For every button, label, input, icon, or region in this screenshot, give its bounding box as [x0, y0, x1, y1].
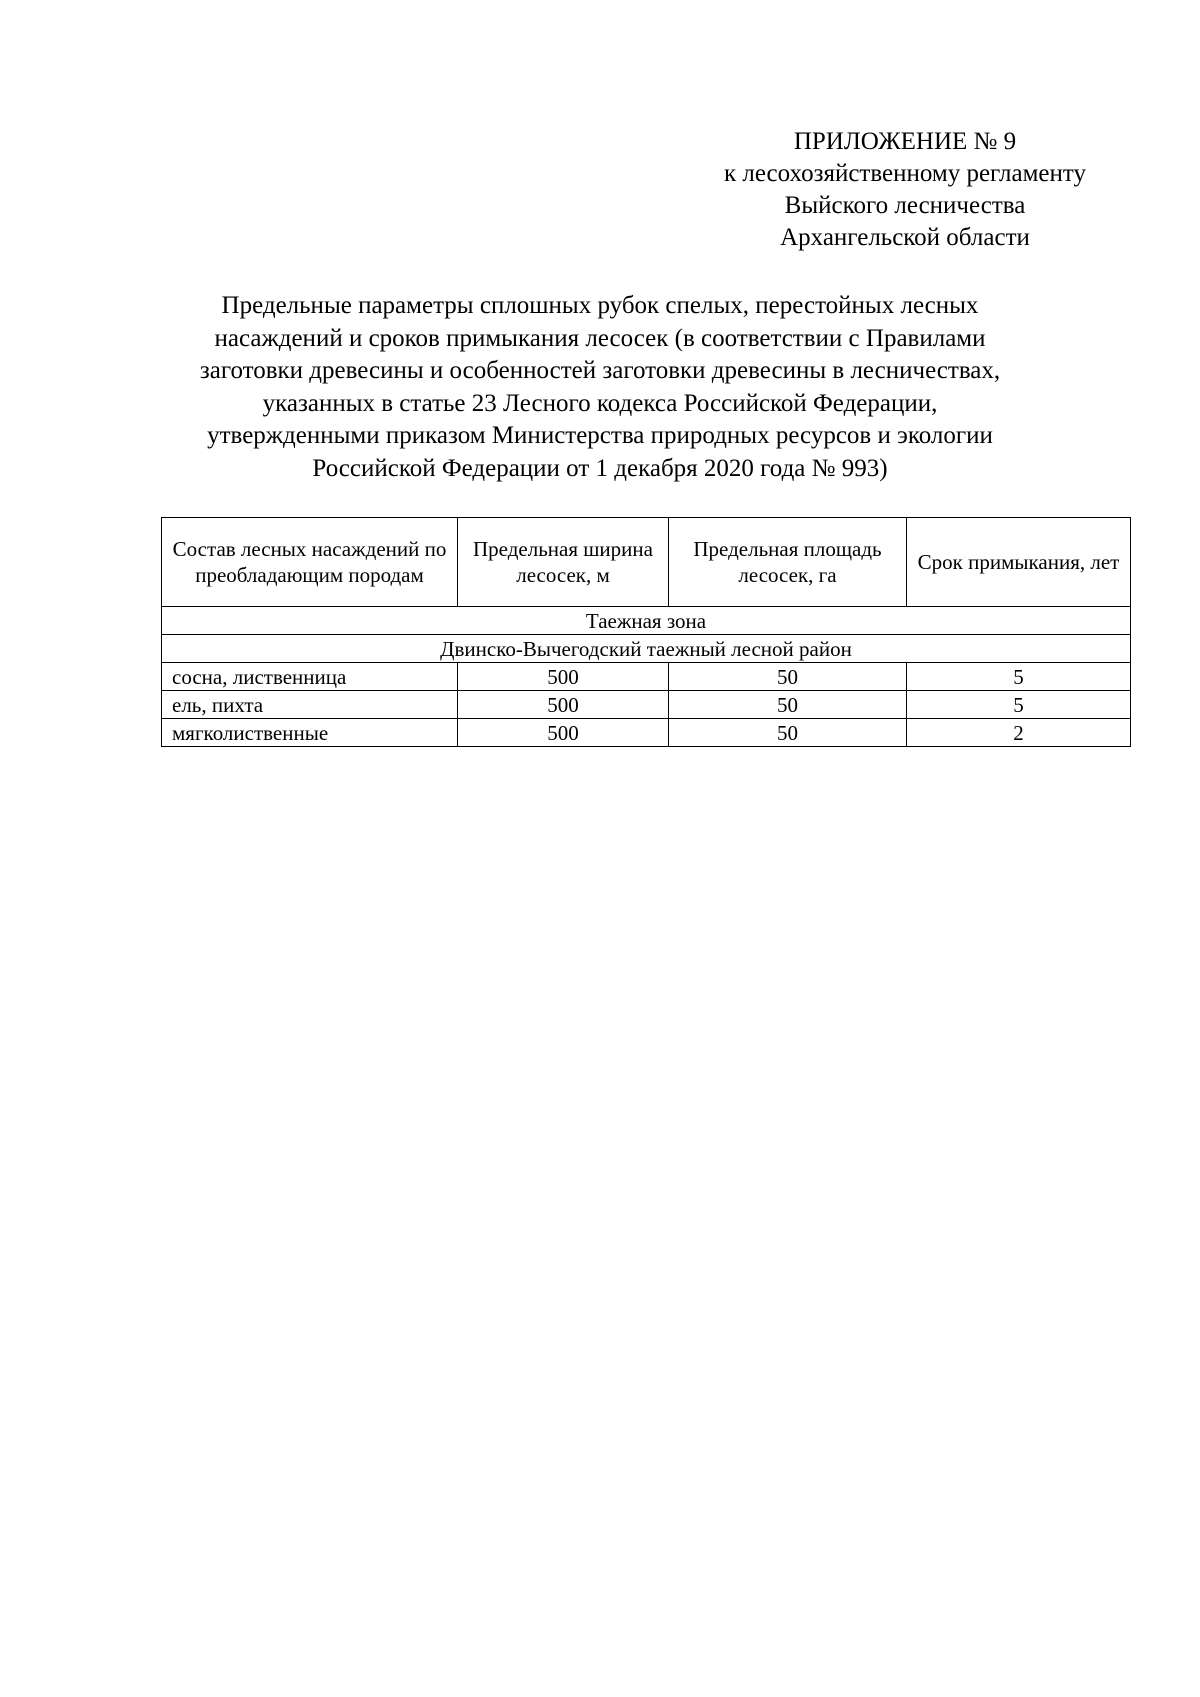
title-line: заготовки древесины и особенностей заготовки древесины в лесничествах, [199, 357, 1001, 384]
table-header-row [162, 518, 1131, 607]
table-row [162, 663, 1131, 691]
period-cell: 5 [907, 691, 1131, 719]
species-cell: сосна, лиственница [162, 663, 458, 691]
appendix-header [640, 126, 1170, 254]
district-label: Двинско-Вычегодский таежный лесной район [162, 635, 1131, 663]
header-area: Предельная площадь лесосек, га [669, 518, 907, 607]
period-cell: 2 [907, 719, 1131, 747]
period-cell: 5 [907, 663, 1131, 691]
width-cell: 500 [458, 719, 669, 747]
title-line: насаждений и сроков примыкания лесосек (в соответствии с Правилами [214, 324, 986, 352]
appendix-forestry: Выйского лесничества [784, 192, 1026, 219]
area-cell: 50 [669, 719, 907, 747]
title-line: Российской Федерации от 1 декабря 2020 года № 993) [312, 454, 888, 482]
appendix-number: ПРИЛОЖЕНИЕ № 9 [793, 128, 1017, 155]
appendix-reference: к лесохозяйственному регламенту [723, 160, 1087, 187]
width-cell: 500 [458, 663, 669, 691]
area-cell: 50 [669, 663, 907, 691]
width-cell: 500 [458, 691, 669, 719]
header-width: Предельная ширина лесосек, м [458, 518, 669, 607]
zone-label: Таежная зона [162, 607, 1131, 635]
title-line: указанных в статье 23 Лесного кодекса Российской Федерации, [262, 389, 938, 417]
title-line: Предельные параметры сплошных рубок спелых, перестойных лесных [221, 292, 979, 319]
title-line: утвержденными приказом Министерства природных ресурсов и экологии [207, 422, 993, 449]
species-cell: мягколиственные [162, 719, 458, 747]
zone-row [162, 607, 1131, 635]
species-cell: ель, пихта [162, 691, 458, 719]
table-row [162, 691, 1131, 719]
header-adjacency-period: Срок примыкания, лет [907, 518, 1131, 607]
appendix-region: Архангельской области [780, 224, 1030, 251]
table-row [162, 719, 1131, 747]
district-row [162, 635, 1131, 663]
parameters-table [161, 517, 1131, 747]
document-title [150, 290, 1050, 485]
area-cell: 50 [669, 691, 907, 719]
header-composition: Состав лесных насаждений по преобладающим породам [162, 518, 458, 607]
